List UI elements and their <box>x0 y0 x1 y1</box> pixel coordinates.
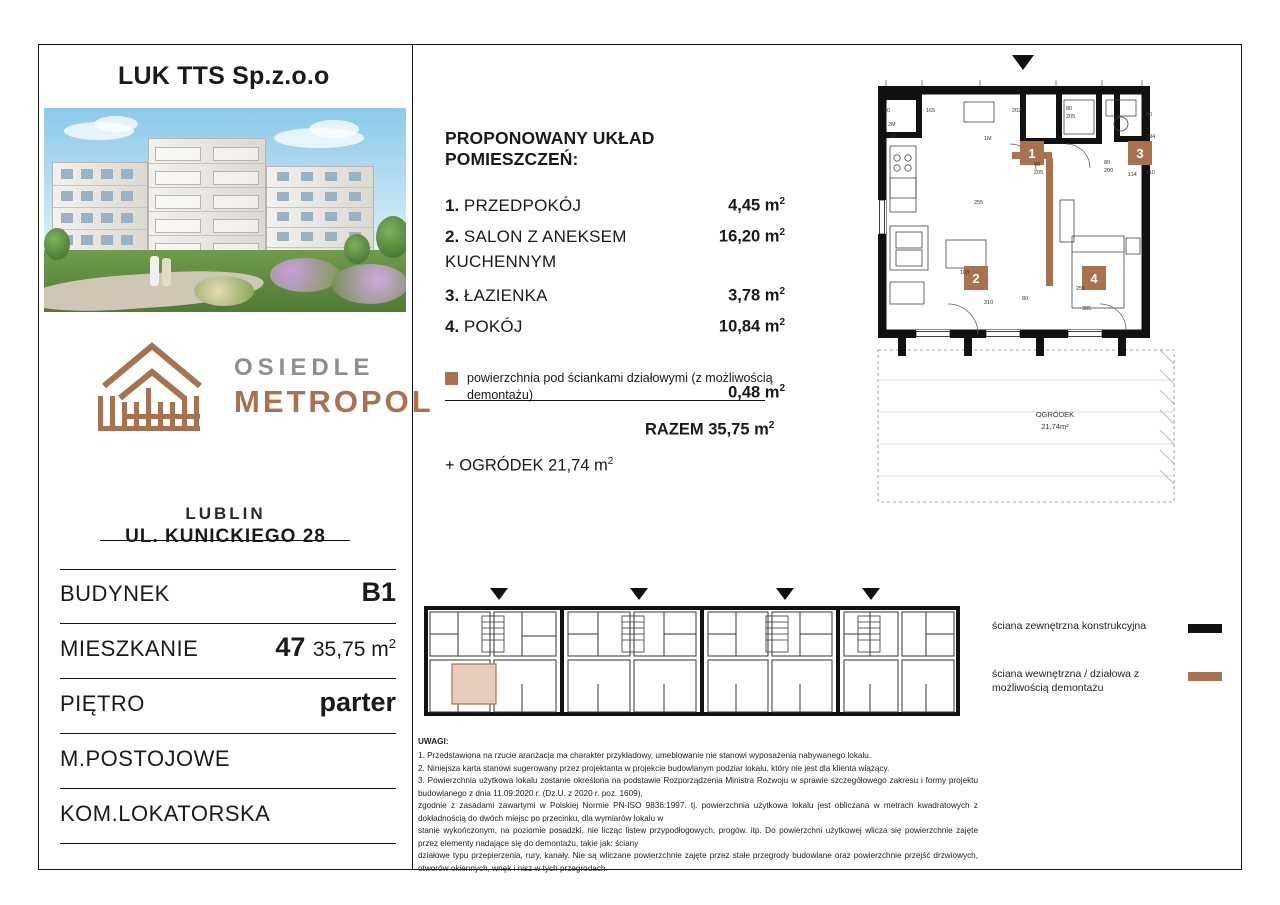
note-line-4: zgodnie z zasadami zawartymi w Polskiej Normie PN-ISO 9836:1997. tj. powierzchnia użytkowa lokalu jest obliczana w metrach kwadratowych z dokładnością do dwóch miejsc po przecinku, dla wymiarów lokalu w <box>418 801 978 823</box>
room-number-2: 2. <box>445 227 460 246</box>
apartment-area: 35,75 m <box>312 638 389 661</box>
room-row-4 <box>445 317 785 348</box>
room-name-1: PRZEDPOKÓJ <box>463 196 582 215</box>
dim-label-17: 305 <box>1082 306 1092 312</box>
city-label: LUBLIN <box>185 504 266 523</box>
spec-label-komorka: KOM.LOKATORSKA <box>60 801 271 826</box>
spec-value-budynek: B1 <box>361 577 396 607</box>
highlighted-unit <box>452 664 496 704</box>
room-number-3: 3. <box>445 286 460 305</box>
dim-label-1: 60 <box>884 108 891 114</box>
spec-value-mieszkanie <box>275 632 396 663</box>
dim-label-14: 60 <box>890 134 897 140</box>
dim-label-5: 205 <box>1066 114 1076 120</box>
spec-row-postojowe <box>60 734 396 789</box>
room-name-2: SALON Z ANEKSEM <box>463 227 627 246</box>
room-area-2: 16,20 $m^2$ <box>718 227 785 246</box>
room-row-1 <box>445 196 785 227</box>
dim-label-10: 200 <box>1104 168 1114 174</box>
dim-label-3: 202 <box>1012 108 1022 114</box>
building-render-image <box>44 108 406 312</box>
apartment-floorplan-svg <box>860 50 1200 520</box>
building-floor-plan-svg <box>418 588 966 720</box>
room-name-2-cont: KUCHENNYM <box>445 252 557 271</box>
legend-text-exterior: ściana zewnętrzna konstrukcyjna <box>992 620 1147 632</box>
room-marker-3: 3 <box>1128 141 1152 165</box>
estate-logo <box>38 324 434 514</box>
dim-label-4: 80 <box>1066 106 1073 112</box>
dim-label-15: 103 <box>960 270 970 276</box>
room-area-4: 10,84 $m^2$ <box>718 317 785 336</box>
room-name-4: POKÓJ <box>463 317 523 336</box>
spec-row-mieszkanie <box>60 624 396 679</box>
dim-label-20: 2M <box>888 122 896 128</box>
garden-name-label: OGRÓDEK <box>1035 410 1075 419</box>
dim-label-21: 1M <box>984 136 992 142</box>
room-number-1: 1. <box>445 196 460 215</box>
areas-title: PROPONOWANY UKŁAD POMIESZCZEŃ: <box>445 128 655 169</box>
dim-label-16: 255 <box>1076 286 1086 292</box>
dim-label-19: 80 <box>1022 296 1029 302</box>
dim-label-6: 255 <box>974 200 984 206</box>
room-marker-4: 4 <box>1082 266 1106 290</box>
dim-label-13: 110 <box>1146 170 1155 176</box>
wall-legend <box>992 620 1222 716</box>
total-area: RAZEM 35,75 $m^2$ <box>645 420 775 439</box>
room-area-list <box>445 128 785 428</box>
dim-label-18: 310 <box>984 300 994 306</box>
spec-row-pietro <box>60 679 396 734</box>
partition-wall-swatch-icon <box>445 372 458 385</box>
note-line-2: 2. Niniejsza karta stanowi sugerowany przez projektanta w projekcie budowlanym podziar lokalu, który nie jest dla klienta wiążący. <box>418 763 890 773</box>
company-name: LUK TTS Sp.z.o.o <box>118 62 330 90</box>
street-label: UL. KUNICKIEGO 28 <box>125 526 326 547</box>
spec-value-pietro: parter <box>319 687 396 717</box>
garden-area-note: + OGRÓDEK 21,74 $m^2$ <box>445 456 614 475</box>
note-line-6: działowe typu przepierzenia, rury, kanały. Nie są wliczane powierzchnie zajęte przez stałe przegrody budowlane oraz powierzchnie przejść drzwiowych, otworów okiennych, wnęk i nisz w tych przegrodach. <box>418 851 978 873</box>
spec-label-mieszkanie: MIESZKANIE <box>60 636 199 661</box>
spec-row-budynek <box>60 569 396 624</box>
notes-title: UWAGI: <box>418 737 449 746</box>
apartment-area-sup: 2 <box>388 636 396 651</box>
note-line-5: stanie wykończonym, na poziomie posadzki, nie licząc listew przypodłogowych, progów. itp. Do powierzchni użytkowej wlicza się powierzchnie zajęte przez elementy nadające się do demontażu, takie jak: ściany <box>418 826 978 848</box>
room-marker-1: 1 <box>1020 141 1044 165</box>
apartment-number: 47 <box>275 632 306 662</box>
room-area-1: 4,45 $m^2$ <box>728 196 785 215</box>
logo-line-2: METROPOL <box>234 384 434 419</box>
dim-label-2: 165 <box>926 108 936 114</box>
metropol-logo-icon <box>90 336 220 436</box>
legend-text-interior: ściana wewnętrzna / działowa z możliwością demontażu <box>992 668 1140 694</box>
dim-label-8: 205 <box>1034 170 1044 176</box>
dim-label-9: 80 <box>1104 160 1111 166</box>
room-marker-2: 2 <box>964 266 988 290</box>
room-row-2 <box>445 227 785 258</box>
total-divider <box>445 400 765 401</box>
notes-section <box>418 736 978 875</box>
room-name-3: ŁAZIENKA <box>463 286 548 305</box>
legend-item-exterior-wall <box>992 620 1222 654</box>
dim-label-12: 194 <box>1146 134 1156 140</box>
partition-wall-area: 0,48 $m^2$ <box>728 383 785 402</box>
partition-wall-text: powierzchnia pod ściankami działowymi (z możliwością demontażu) <box>467 371 773 402</box>
note-line-3: 3. Powierzchnia użytkowa lokalu zostanie określona na podstawie Rozporządzenia Ministra Rozwoju w sprawie szczegółowego zakresu i formy projektu budowlanego z dnia 11.09.2020 r. (Dz.U. z 2020 r. poz. 1609), <box>418 776 978 798</box>
spec-label-pietro: PIĘTRO <box>60 691 145 716</box>
spec-label-budynek: BUDYNEK <box>60 581 170 606</box>
dim-label-22: 60 <box>1146 112 1153 118</box>
legend-item-interior-wall <box>992 668 1222 702</box>
room-row-3 <box>445 286 785 317</box>
spec-label-postojowe: M.POSTOJOWE <box>60 746 231 771</box>
dim-label-7: 90 <box>1034 162 1041 168</box>
room-number-4: 4. <box>445 317 460 336</box>
note-line-1: 1. Przedstawiona na rzucie aranżacja ma charakter przykładowy, umeblowanie nie stanowi wyposażenia nabywanego lokalu. <box>418 751 872 761</box>
apartment-floorplan <box>860 50 1200 520</box>
room-area-3: 3,78 $m^2$ <box>728 286 785 305</box>
building-floor-plan <box>418 588 966 720</box>
garden-area-label: 21,74m² <box>1041 422 1069 431</box>
legend-swatch-interior-icon <box>1188 672 1222 681</box>
legend-swatch-exterior-icon <box>1188 624 1222 633</box>
dim-label-11: 114 <box>1128 172 1137 178</box>
logo-line-1: OSIEDLE <box>234 354 375 381</box>
spec-row-komorka <box>60 789 396 844</box>
